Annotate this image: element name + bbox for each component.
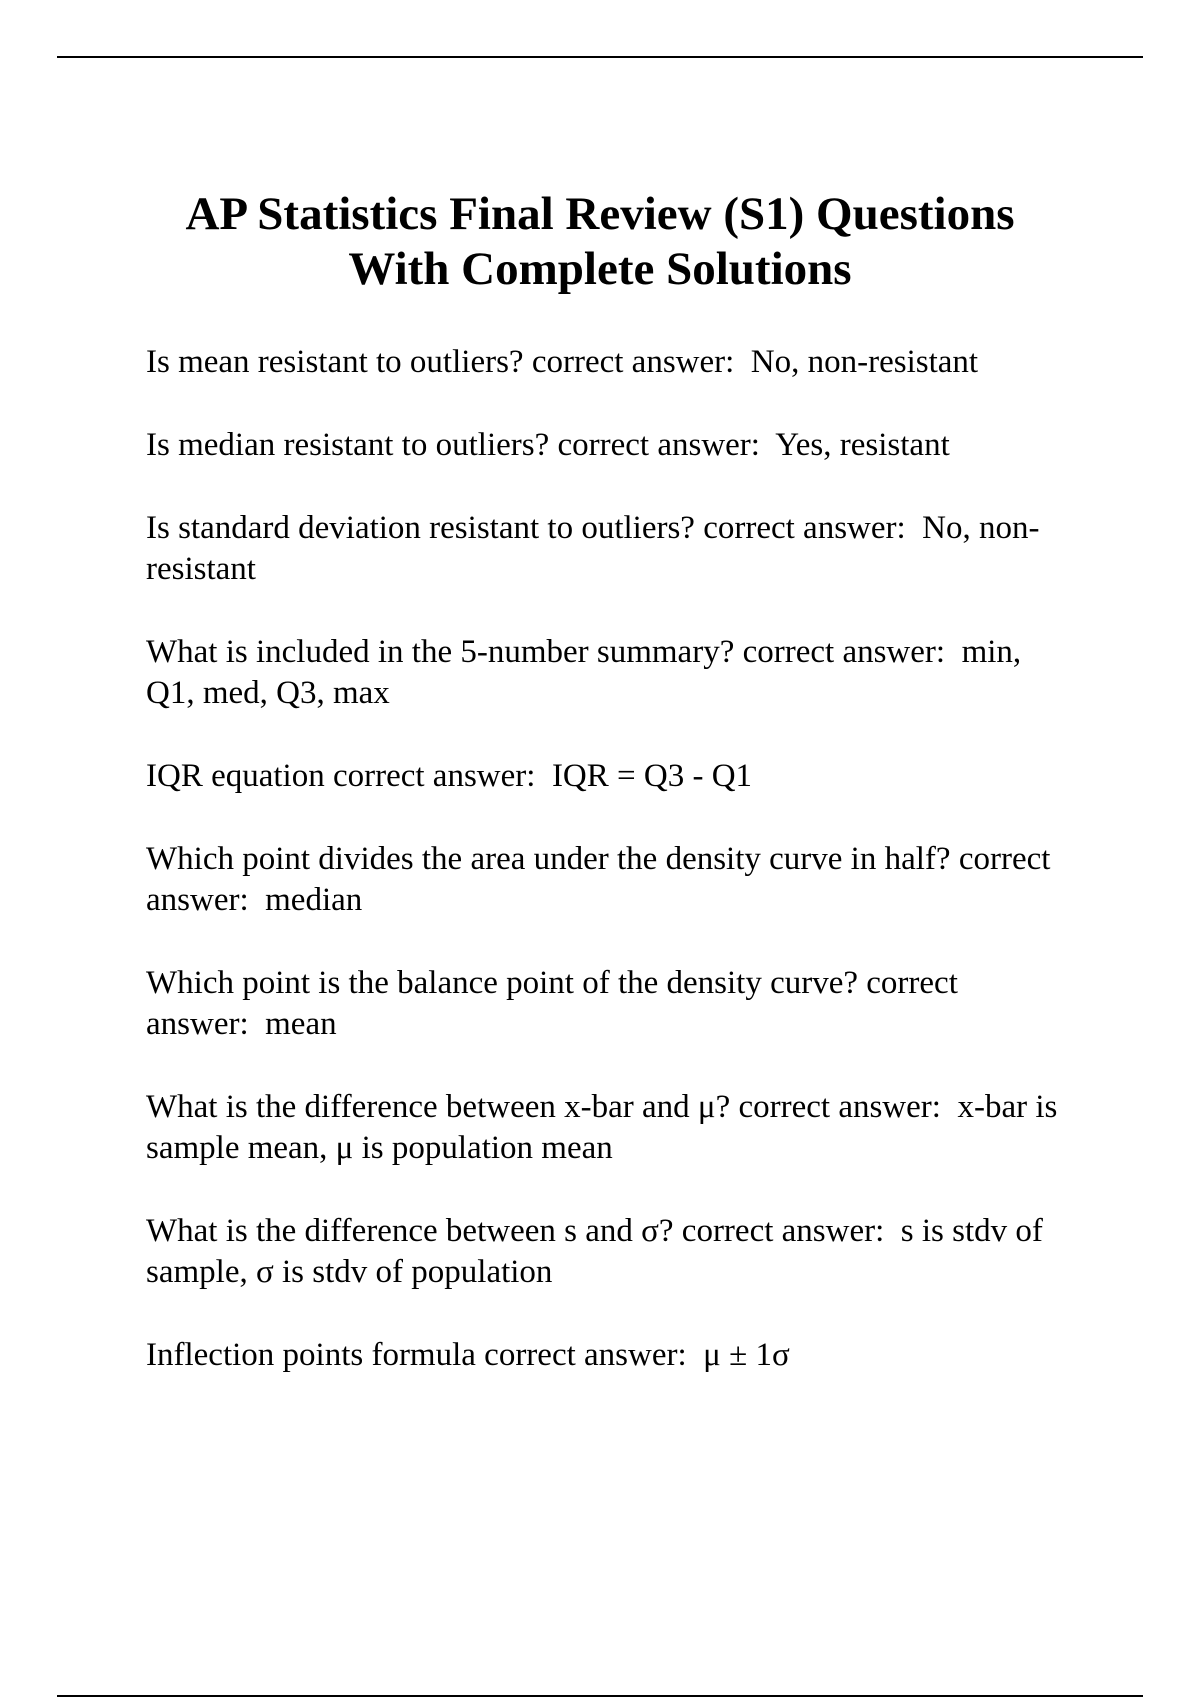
question-text: Is median resistant to outliers? — [146, 427, 550, 463]
answer-marker: correct answer: — [738, 1089, 941, 1125]
answer-text: No, non-resistant — [146, 510, 1040, 587]
answer-text: x-bar is sample mean, μ is population mean — [146, 1089, 1058, 1166]
question-text: Which point divides the area under the density curve in half? — [146, 841, 951, 877]
title-line-2: With Complete Solutions — [348, 243, 852, 295]
qa-item — [146, 756, 1076, 797]
question-text: What is the difference between s and σ? — [146, 1213, 674, 1249]
qa-item — [146, 508, 1076, 590]
qa-item — [146, 1211, 1076, 1293]
answer-text: mean — [265, 1006, 337, 1042]
title-line-1: AP Statistics Final Review (S1) Questions — [185, 188, 1015, 240]
question-text: Is standard deviation resistant to outliers? — [146, 510, 695, 546]
answer-marker: correct answer: — [484, 1337, 687, 1373]
qa-item — [146, 839, 1076, 921]
answer-text: IQR = Q3 - Q1 — [551, 758, 753, 794]
answer-marker: correct answer: — [531, 344, 735, 380]
answer-marker: correct answer: — [742, 634, 946, 670]
qa-item — [146, 1335, 1076, 1376]
document-title — [100, 187, 1100, 297]
question-text: What is the difference between x-bar and μ? — [146, 1089, 731, 1125]
answer-marker: correct answer: — [146, 965, 958, 1042]
qa-item — [146, 342, 1076, 383]
qa-item — [146, 425, 1076, 466]
top-rule — [57, 56, 1143, 58]
question-text: What is included in the 5-number summary? — [146, 634, 735, 670]
bottom-rule — [57, 1695, 1143, 1697]
answer-marker: correct answer: — [332, 758, 536, 794]
answer-text: μ ± 1σ — [703, 1337, 790, 1373]
qa-list — [146, 342, 1076, 1418]
answer-text: Yes, resistant — [775, 427, 950, 463]
answer-text: median — [265, 882, 363, 918]
qa-item — [146, 1087, 1076, 1169]
qa-item — [146, 632, 1076, 714]
answer-marker: correct answer: — [703, 510, 906, 546]
qa-item — [146, 963, 1076, 1045]
answer-marker: correct answer: — [557, 427, 760, 463]
answer-marker: correct answer: — [681, 1213, 885, 1249]
question-text: Inflection points formula — [146, 1337, 476, 1373]
answer-text: min, Q1, med, Q3, max — [146, 634, 1022, 711]
answer-text: s is stdv of sample, σ is stdv of population — [146, 1213, 1043, 1290]
answer-text: No, non-resistant — [750, 344, 979, 380]
answer-marker: correct answer: — [146, 841, 1051, 918]
question-text: IQR equation — [146, 758, 325, 794]
question-text: Is mean resistant to outliers? — [146, 344, 524, 380]
question-text: Which point is the balance point of the density curve? — [146, 965, 859, 1001]
